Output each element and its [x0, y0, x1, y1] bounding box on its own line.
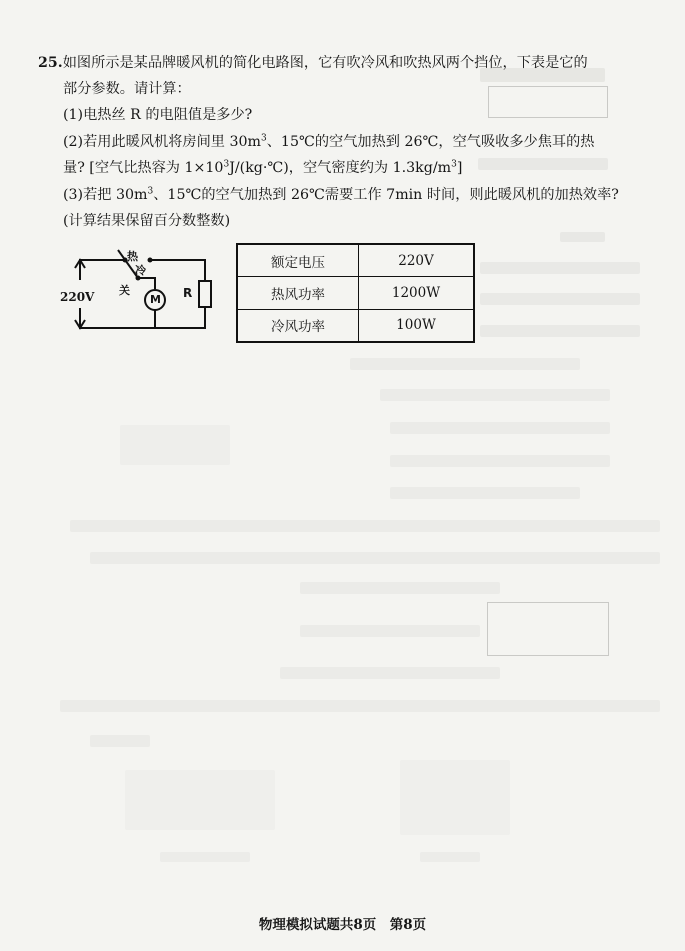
q2-exp-superscript: 3	[223, 159, 230, 170]
table-cell-value: 220V	[359, 244, 475, 277]
parameter-table	[236, 243, 475, 343]
table-row	[237, 244, 474, 277]
q2-text-c: 量? [空气比热容为 1×10	[63, 160, 224, 176]
sub-question-1: (1)电热丝 R 的电阻值是多少?	[63, 107, 253, 123]
motor-label: M	[150, 293, 161, 306]
page-footer: 物理模拟试题共8页 第8页	[258, 917, 427, 933]
table-cell-value: 100W	[359, 309, 475, 342]
table-row	[237, 309, 474, 342]
sub-question-3-line-1	[63, 186, 619, 204]
q3-superscript: 3	[147, 186, 154, 197]
resistor-rect	[199, 281, 211, 307]
table-cell-key: 额定电压	[237, 244, 359, 277]
q3-text-a: (3)若把 30m	[63, 187, 148, 203]
sub-question-3-line-2: (计算结果保留百分数整数)	[63, 213, 231, 229]
q2-text-a: (2)若用此暖风机将房间里 30m	[63, 134, 261, 150]
wire-bottom-left	[80, 308, 150, 328]
q2-text-e: ]	[456, 160, 463, 176]
question-number: 25.	[38, 55, 63, 71]
wire-motor-top	[138, 278, 155, 289]
q2-superscript: 3	[261, 133, 267, 144]
switch-contact-3	[148, 258, 153, 263]
intro-text-1: 如图所示是某品牌暖风机的简化电路图，它有吹冷风和吹热风两个挡位，下表是它的	[62, 55, 588, 71]
table-cell-key: 冷风功率	[237, 309, 359, 342]
resistor-label: R	[183, 286, 193, 300]
q3-text-b: 、15℃的空气加热到 26℃需要工作 7min 时间，则此暖风机的加热效率?	[153, 187, 619, 203]
question-intro-line-1	[38, 54, 588, 72]
table-row	[237, 277, 474, 309]
question-intro-line-2: 部分参数。请计算：	[63, 81, 191, 97]
cold-label: 冷	[135, 264, 146, 277]
hot-label: 热	[127, 250, 138, 263]
table-cell-key: 热风功率	[237, 277, 359, 309]
q2-text-b: 、15℃的空气加热到 26℃，空气吸收多少焦耳的热	[266, 134, 595, 150]
q2-density-superscript: 3	[451, 159, 457, 170]
voltage-label: 220V	[60, 290, 95, 304]
off-label: 关	[119, 284, 130, 297]
circuit-diagram	[55, 242, 230, 352]
sub-question-2-line-2	[63, 159, 462, 177]
q2-text-d: J/(kg·℃)，空气密度约为 1.3kg/m	[229, 160, 452, 176]
wire-top-right	[150, 260, 205, 280]
sub-question-2-line-1	[63, 133, 594, 151]
wire-top-left	[80, 260, 125, 280]
wire-bottom-right	[150, 308, 205, 328]
table-cell-value: 1200W	[359, 277, 475, 309]
